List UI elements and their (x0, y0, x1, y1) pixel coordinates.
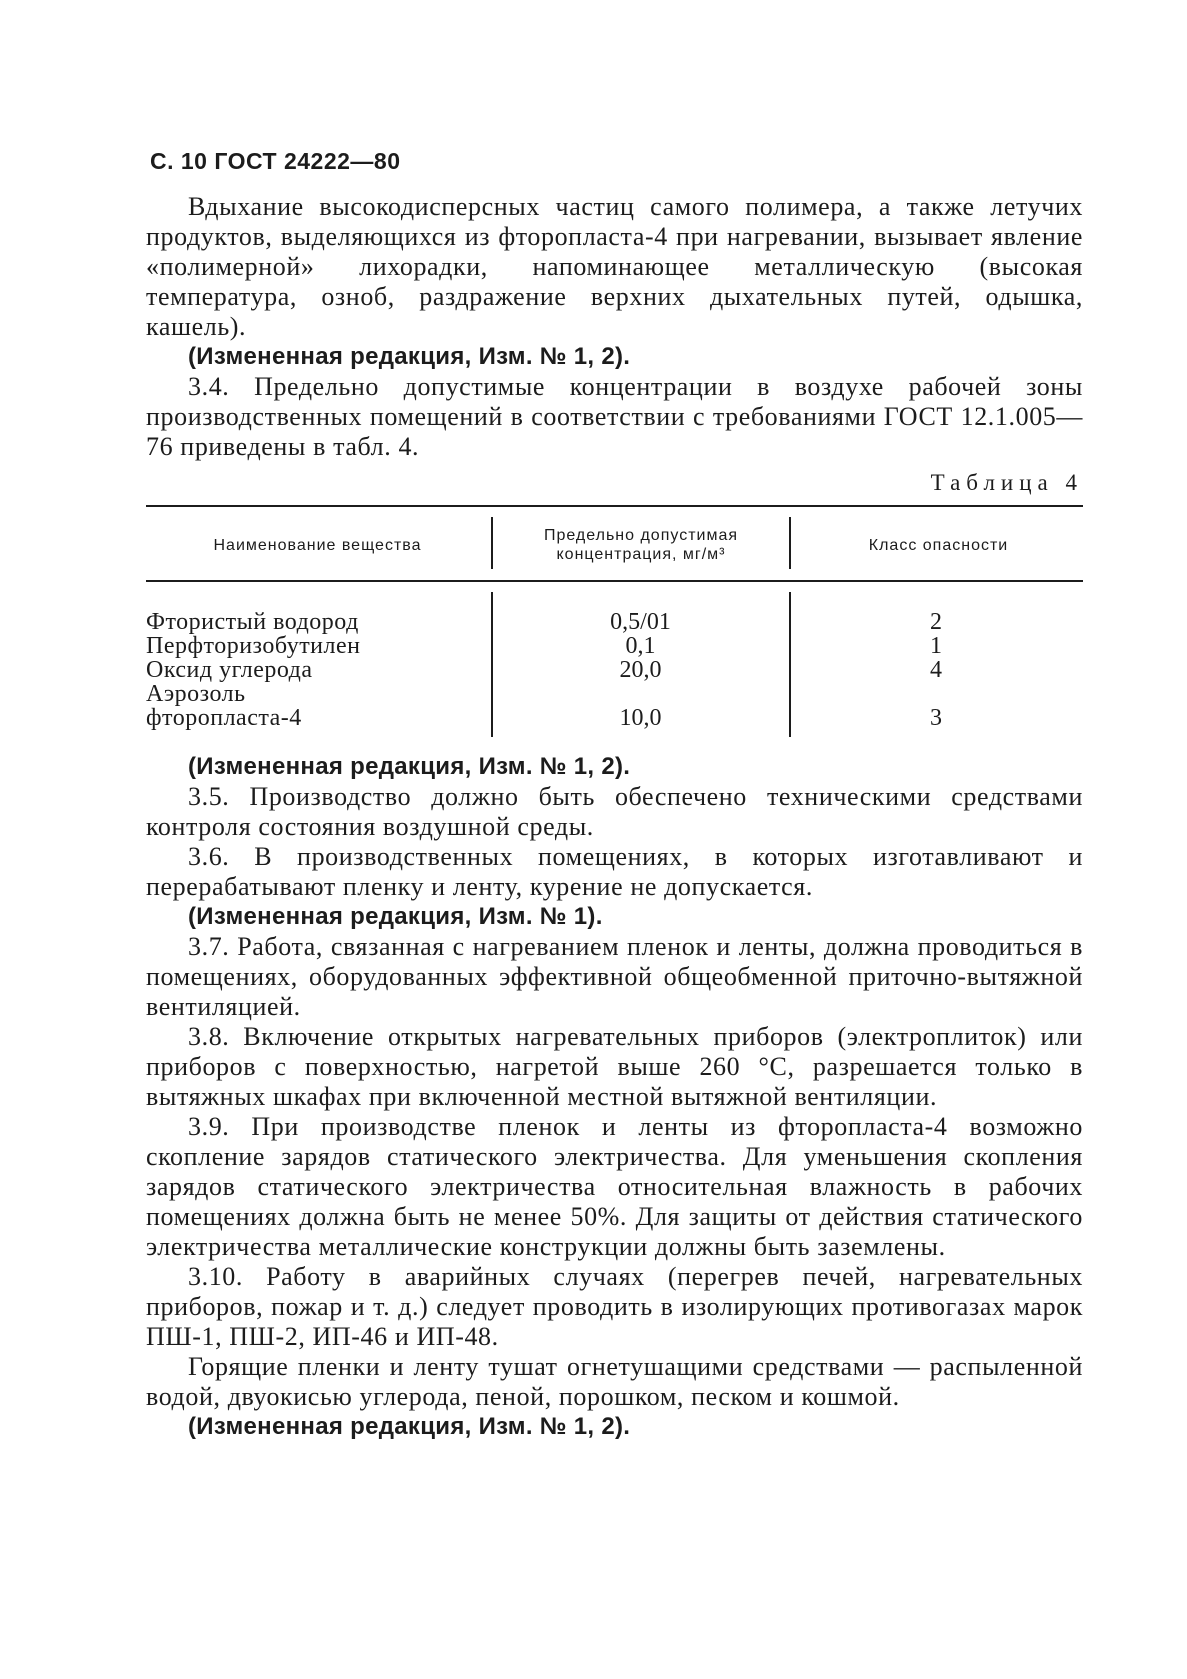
table-cell-hazard-class: 2 (930, 609, 942, 635)
table-cell-hazard-class: 1 (930, 633, 942, 659)
table-cell-concentration: 0,1 (625, 633, 656, 659)
table-cell-concentration: 10,0 (619, 705, 662, 731)
item-3-8: 3.8. Включение открытых нагревательных приборов (электроплиток) или приборов с поверхностью, нагретой выше 260 °С, разрешается только в вытяжных шкафах при включенной местной вытяжной вентиляции. (146, 1022, 1083, 1111)
item-3-5: 3.5. Производство должно быть обеспечено техническими средствами контроля состояния воздушной среды. (146, 782, 1083, 841)
header-name: Наименование вещества (213, 536, 422, 554)
table-header-rule (146, 580, 1083, 582)
item-3-7: 3.7. Работа, связанная с нагреванием пленок и ленты, должна проводиться в помещениях, оборудованных эффективной общеобменной приточно-вытяжной вентиляцией. (146, 932, 1083, 1021)
table-cell-concentration: 0,5/01 (610, 609, 671, 635)
intro-section (146, 192, 1083, 462)
table-cell-hazard-class (791, 682, 1081, 706)
fire-note: Горящие пленки и ленту тушат огнетушащими средствами — распыленной водой, двуокисью углерода, пеной, порошком, песком и кошмой. (146, 1352, 1083, 1411)
amendment-note: (Измененная редакция, Изм. № 1, 2). (188, 1413, 631, 1440)
amendment-note: (Измененная редакция, Изм. № 1, 2). (188, 343, 631, 370)
amendment-note: (Измененная редакция, Изм. № 1). (188, 903, 603, 930)
header-concentration: Предельно допустимая концентрация, мг/м³ (543, 527, 739, 563)
concentration-table (146, 505, 1083, 745)
page-header: С. 10 ГОСТ 24222—80 (150, 148, 401, 174)
table-cell-hazard-class: 3 (930, 705, 942, 731)
table-cell-name: Аэрозоль (146, 681, 246, 707)
table-top-rule (146, 505, 1083, 507)
header-hazard-class: Класс опасности (868, 536, 1009, 554)
intro-paragraph: Вдыхание высокодисперсных частиц самого полимера, а также летучих продуктов, выделяющихся из фторопласта-4 при нагревании, вызывает явление «полимерной» лихорадки, напоминающее металлическую (высокая температура, озноб, раздражение верхних дыхательных путей, одышка, кашель). (146, 192, 1083, 341)
item-3-9: 3.9. При производстве пленок и ленты из фторопласта-4 возможно скопление зарядов статического электричества. Для уменьшения скопления зарядов статического электричества относительная влажность в рабочих помещениях должна быть не менее 50%. Для защиты от действия статического электричества металлические конструкции должны быть заземлены. (146, 1112, 1083, 1261)
header-divider-1 (491, 517, 493, 569)
amendment-note: (Измененная редакция, Изм. № 1, 2). (188, 753, 631, 780)
column-names (146, 610, 361, 730)
item-3-10: 3.10. Работу в аварийных случаях (перегрев печей, нагревательных приборов, пожар и т. д.) следует проводить в изолирующих противогазах марок ПШ-1, ПШ-2, ИП-46 и ИП-48. (146, 1262, 1083, 1351)
table-caption: Таблица 4 (930, 470, 1083, 495)
header-divider-2 (789, 517, 791, 569)
table-cell-concentration (493, 682, 788, 706)
item-3-6: 3.6. В производственных помещениях, в которых изготавливают и перерабатывают пленку и ленту, курение не допускается. (146, 842, 1083, 901)
table-cell-name: Оксид углерода (146, 657, 313, 683)
table-cell-name: Перфторизобутилен (146, 633, 361, 659)
table-cell-name: Фтористый водород (146, 609, 359, 635)
table-cell-concentration: 20,0 (619, 657, 662, 683)
table-cell-hazard-class: 4 (930, 657, 942, 683)
column-concentration (493, 610, 788, 730)
table-cell-name: фторопласта-4 (146, 705, 302, 731)
column-hazard-class (791, 610, 1081, 730)
safety-section (146, 752, 1083, 1442)
item-3-4: 3.4. Предельно допустимые концентрации в воздухе рабочей зоны производственных помещений в соответствии с требованиями ГОСТ 12.1.005—76 приведены в табл. 4. (146, 372, 1083, 461)
